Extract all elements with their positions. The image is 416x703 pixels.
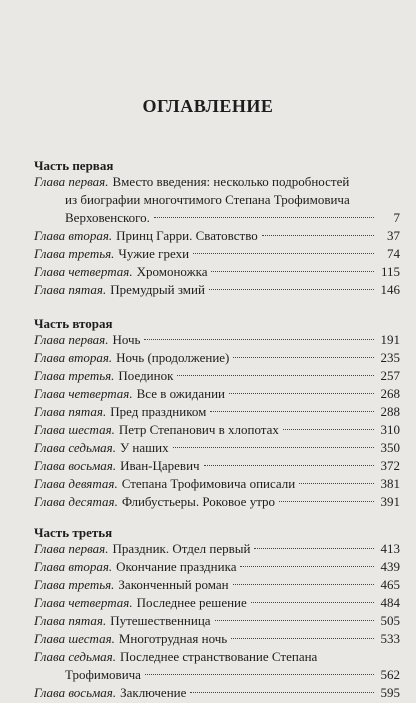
toc-entry[interactable] bbox=[34, 349, 400, 367]
page-number: 595 bbox=[380, 685, 400, 700]
chapter-title: Трофимовича bbox=[65, 667, 141, 682]
page-number: 484 bbox=[380, 595, 400, 610]
toc-entry-line bbox=[34, 173, 400, 191]
toc-entry-line bbox=[34, 245, 400, 263]
toc-entry-line bbox=[34, 349, 400, 367]
page-number: 413 bbox=[380, 541, 400, 556]
chapter-number: Глава четвертая. bbox=[34, 264, 133, 279]
chapter-number: Глава пятая. bbox=[34, 404, 107, 419]
toc-entry-line bbox=[34, 227, 400, 245]
page-number: 235 bbox=[380, 350, 400, 365]
dot-leader bbox=[233, 357, 374, 358]
toc-entry[interactable] bbox=[34, 594, 400, 612]
chapter-number: Глава восьмая. bbox=[34, 685, 117, 700]
chapter-number: Глава пятая. bbox=[34, 282, 107, 297]
chapter-number: Глава шестая. bbox=[34, 631, 115, 646]
toc-entry[interactable] bbox=[34, 227, 400, 245]
chapter-title: из биографии многочтимого Степана Трофимовича bbox=[65, 192, 350, 207]
chapter-title: Петр Степанович в хлопотах bbox=[118, 422, 279, 437]
dot-leader bbox=[231, 638, 374, 639]
chapter-number: Глава вторая. bbox=[34, 350, 113, 365]
dot-leader bbox=[144, 339, 374, 340]
chapter-number: Глава четвертая. bbox=[34, 386, 133, 401]
toc-entry-line bbox=[34, 331, 400, 349]
page-number: 439 bbox=[380, 559, 400, 574]
dot-leader bbox=[215, 620, 374, 621]
chapter-title: Принц Гарри. Сватовство bbox=[116, 228, 258, 243]
toc-entry-line bbox=[34, 191, 400, 209]
part-heading: Часть третья bbox=[34, 525, 113, 540]
dot-leader bbox=[254, 548, 374, 549]
page-number: 381 bbox=[380, 476, 400, 491]
toc-entry-line bbox=[34, 209, 400, 227]
dot-leader bbox=[204, 465, 374, 466]
chapter-number: Глава вторая. bbox=[34, 228, 113, 243]
chapter-title: Путешественница bbox=[110, 613, 211, 628]
toc-entry-line bbox=[34, 367, 400, 385]
chapter-title: Праздник. Отдел первый bbox=[112, 541, 251, 556]
chapter-number: Глава вторая. bbox=[34, 559, 113, 574]
chapter-title: Чужие грехи bbox=[118, 246, 190, 261]
dot-leader bbox=[145, 674, 374, 675]
dot-leader bbox=[240, 566, 374, 567]
toc-entry-line bbox=[34, 457, 400, 475]
page-number: 146 bbox=[380, 282, 400, 297]
dot-leader bbox=[262, 235, 374, 236]
chapter-title: Поединок bbox=[118, 368, 174, 383]
toc-entry[interactable] bbox=[34, 263, 400, 281]
chapter-number: Глава третья. bbox=[34, 368, 115, 383]
page-number: 391 bbox=[380, 494, 400, 509]
page-number: 37 bbox=[387, 228, 400, 243]
dot-leader bbox=[177, 375, 374, 376]
chapter-title: Верховенского. bbox=[65, 210, 150, 225]
page-number: 562 bbox=[380, 667, 400, 682]
page-number: 74 bbox=[387, 246, 400, 261]
page-number: 310 bbox=[380, 422, 400, 437]
chapter-number: Глава десятая. bbox=[34, 494, 118, 509]
chapter-title: Ночь (продолжение) bbox=[116, 350, 230, 365]
dot-leader bbox=[209, 289, 374, 290]
toc-entry[interactable] bbox=[34, 540, 400, 558]
toc-entry[interactable] bbox=[34, 367, 400, 385]
toc-entry[interactable] bbox=[34, 281, 400, 299]
page-number: 533 bbox=[380, 631, 400, 646]
toc-entry-line bbox=[34, 403, 400, 421]
dot-leader bbox=[193, 253, 374, 254]
chapter-number: Глава первая. bbox=[34, 174, 109, 189]
toc-entry[interactable] bbox=[34, 385, 400, 403]
chapter-title: Ночь bbox=[112, 332, 141, 347]
toc-entry-line bbox=[34, 475, 400, 493]
chapter-title: Вместо введения: несколько подробностей bbox=[112, 174, 350, 189]
chapter-title: Последнее решение bbox=[136, 595, 247, 610]
dot-leader bbox=[211, 271, 374, 272]
chapter-title: Заключение bbox=[120, 685, 187, 700]
toc-entry-line bbox=[34, 385, 400, 403]
table-of-contents bbox=[34, 158, 400, 702]
toc-entry[interactable] bbox=[34, 493, 400, 511]
dot-leader bbox=[210, 411, 374, 412]
toc-entry-line bbox=[34, 263, 400, 281]
chapter-number: Глава первая. bbox=[34, 541, 109, 556]
toc-entry-line bbox=[34, 648, 400, 666]
toc-entry[interactable] bbox=[34, 612, 400, 630]
toc-entry-line bbox=[34, 558, 400, 576]
toc-entry-line bbox=[34, 439, 400, 457]
toc-entry-line bbox=[34, 576, 400, 594]
page-number: 288 bbox=[380, 404, 400, 419]
chapter-title: Последнее странствование Степана bbox=[119, 649, 318, 664]
chapter-number: Глава девятая. bbox=[34, 476, 118, 491]
chapter-number: Глава четвертая. bbox=[34, 595, 133, 610]
toc-entry[interactable] bbox=[34, 331, 400, 349]
dot-leader bbox=[283, 429, 374, 430]
dot-leader bbox=[154, 217, 374, 218]
toc-entry-line bbox=[34, 612, 400, 630]
chapter-number: Глава первая. bbox=[34, 332, 109, 347]
dot-leader bbox=[251, 602, 374, 603]
chapter-number: Глава третья. bbox=[34, 577, 115, 592]
dot-leader bbox=[173, 447, 374, 448]
chapter-title: Все в ожидании bbox=[136, 386, 225, 401]
toc-entry[interactable] bbox=[34, 576, 400, 594]
page-number: 7 bbox=[393, 210, 400, 225]
chapter-title: Окончание праздника bbox=[116, 559, 237, 574]
chapter-title: Премудрый змий bbox=[110, 282, 205, 297]
chapter-title: У наших bbox=[119, 440, 169, 455]
toc-entry[interactable] bbox=[34, 475, 400, 493]
part-heading: Часть первая bbox=[34, 158, 114, 173]
page-number: 268 bbox=[380, 386, 400, 401]
toc-entry[interactable] bbox=[34, 439, 400, 457]
chapter-number: Глава седьмая. bbox=[34, 649, 116, 664]
toc-entry-line bbox=[34, 594, 400, 612]
dot-leader bbox=[279, 501, 374, 502]
chapter-title: Законченный роман bbox=[118, 577, 229, 592]
page-number: 257 bbox=[380, 368, 400, 383]
toc-entry[interactable] bbox=[34, 684, 400, 702]
chapter-number: Глава шестая. bbox=[34, 422, 115, 437]
toc-entry[interactable] bbox=[34, 403, 400, 421]
page-number: 372 bbox=[380, 458, 400, 473]
part-spacer bbox=[34, 299, 400, 316]
page-number: 350 bbox=[380, 440, 400, 455]
toc-entry[interactable] bbox=[34, 648, 400, 684]
chapter-number: Глава третья. bbox=[34, 246, 115, 261]
toc-entry-line bbox=[34, 493, 400, 511]
toc-entry[interactable] bbox=[34, 173, 400, 227]
chapter-number: Глава пятая. bbox=[34, 613, 107, 628]
part-heading: Часть вторая bbox=[34, 316, 113, 331]
page-number: 465 bbox=[380, 577, 400, 592]
toc-entry-line bbox=[34, 684, 400, 702]
page-title: ОГЛАВЛЕНИЕ bbox=[142, 96, 274, 116]
part-spacer bbox=[34, 511, 400, 525]
chapter-title: Пред праздником bbox=[110, 404, 207, 419]
chapter-title: Хромоножка bbox=[136, 264, 208, 279]
page-number: 115 bbox=[380, 264, 400, 279]
page-number: 191 bbox=[380, 332, 400, 347]
chapter-title: Степана Трофимовича описали bbox=[121, 476, 296, 491]
toc-entry-line bbox=[34, 540, 400, 558]
toc-entry[interactable] bbox=[34, 457, 400, 475]
dot-leader bbox=[299, 483, 374, 484]
dot-leader bbox=[190, 692, 374, 693]
toc-entry[interactable] bbox=[34, 630, 400, 648]
chapter-title: Флибустьеры. Роковое утро bbox=[121, 494, 276, 509]
chapter-title: Иван-Царевич bbox=[120, 458, 200, 473]
toc-entry[interactable] bbox=[34, 558, 400, 576]
toc-entry-line bbox=[34, 281, 400, 299]
dot-leader bbox=[229, 393, 374, 394]
chapter-title: Многотрудная ночь bbox=[118, 631, 228, 646]
toc-entry[interactable] bbox=[34, 421, 400, 439]
toc-entry-line bbox=[34, 421, 400, 439]
toc-entry-line bbox=[34, 630, 400, 648]
toc-entry[interactable] bbox=[34, 245, 400, 263]
chapter-number: Глава седьмая. bbox=[34, 440, 116, 455]
page-number: 505 bbox=[380, 613, 400, 628]
chapter-number: Глава восьмая. bbox=[34, 458, 117, 473]
dot-leader bbox=[233, 584, 374, 585]
toc-entry-line bbox=[34, 666, 400, 684]
